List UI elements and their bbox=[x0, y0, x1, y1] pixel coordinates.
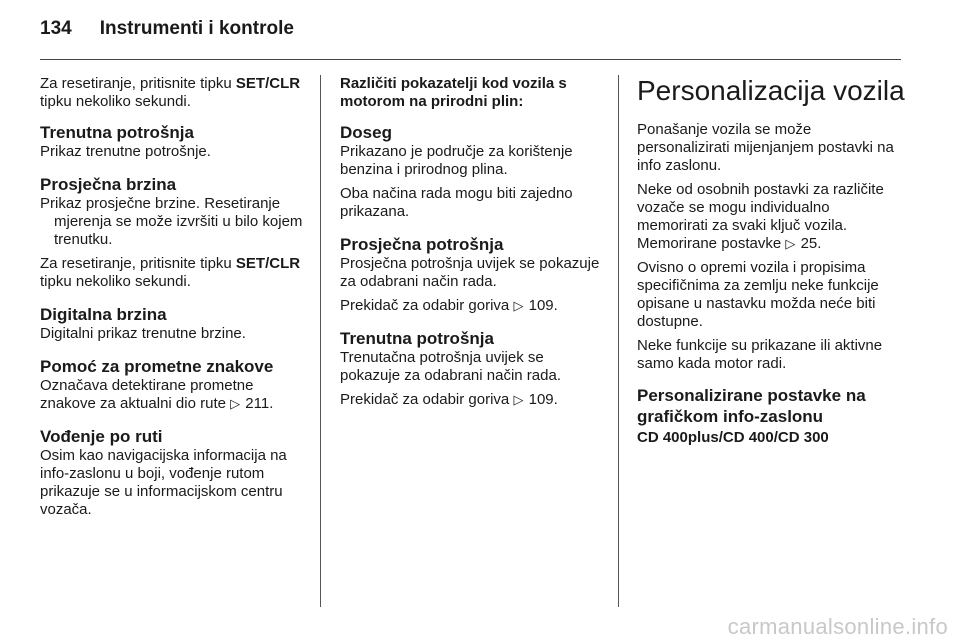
page-reference-arrow-icon: ▷ bbox=[513, 298, 524, 313]
page-number: 134 bbox=[40, 18, 72, 39]
section-title: Prosječna brzina bbox=[40, 175, 177, 194]
column-1 bbox=[40, 75, 310, 533]
column-divider-1 bbox=[320, 75, 321, 607]
reset-instruction: Za resetiranje, pritisnite tipku SET/CLR tipku nekoliko sekundi. bbox=[40, 75, 301, 110]
section-title: Personalizirane postavke na grafičkom info-zaslonu bbox=[637, 386, 866, 426]
section-reference: Prekidač za odabir goriva ▷ 109. bbox=[340, 297, 558, 314]
reset-instruction: Za resetiranje, pritisnite tipku SET/CLR tipku nekoliko sekundi. bbox=[40, 255, 301, 290]
set-clr-key: SET/CLR bbox=[235, 75, 301, 92]
chapter-title: Instrumenti i kontrole bbox=[99, 18, 294, 39]
section-current-consumption bbox=[40, 123, 310, 161]
column-3 bbox=[637, 75, 903, 461]
page-reference-arrow-icon: ▷ bbox=[230, 396, 241, 411]
section-text: Prosječna potrošnja uvijek se pokazuje za odabrani način rada. bbox=[340, 255, 600, 290]
section-text: Trenutačna potrošnja uvijek se pokazuje za odabrani način rada. bbox=[340, 349, 561, 384]
section-title: Pomoć za prometne znakove bbox=[40, 357, 274, 376]
section-traffic-sign-assistant bbox=[40, 357, 310, 413]
page-reference[interactable]: 109. bbox=[528, 297, 558, 314]
paragraph: Neke funkcije su prikazane ili aktivne samo kada motor radi. bbox=[637, 337, 883, 372]
paragraph: Ponašanje vozila se može personalizirati mijenjanjem postavki na info zaslonu. bbox=[637, 121, 894, 174]
column-2 bbox=[340, 75, 604, 423]
section-text: Prikazano je područje za korištenje benzina i prirodnog plina. bbox=[340, 143, 573, 178]
cng-intro: Različiti pokazatelji kod vozila s motorom na prirodni plin: bbox=[340, 75, 567, 110]
section-text: Prikaz prosječne brzine. Resetiranje mjerenja se može izvršiti u bilo kojem trenutku. bbox=[40, 195, 303, 248]
set-clr-key: SET/CLR bbox=[235, 255, 301, 272]
page-reference[interactable]: 211. bbox=[245, 395, 274, 412]
vehicle-personalization-title: Personalizacija vozila bbox=[637, 75, 905, 106]
column-divider-2 bbox=[618, 75, 619, 607]
page-reference[interactable]: 109. bbox=[528, 391, 558, 408]
radio-models: CD 400plus/CD 400/CD 300 bbox=[637, 429, 829, 446]
section-title: Trenutna potrošnja bbox=[340, 329, 494, 348]
section-text: Prikaz trenutne potrošnje. bbox=[40, 143, 211, 160]
section-route-guidance bbox=[40, 427, 310, 519]
section-title: Prosječna potrošnja bbox=[340, 235, 504, 254]
section-current-consumption-cng bbox=[340, 329, 604, 409]
section-title: Digitalna brzina bbox=[40, 305, 167, 324]
section-title: Doseg bbox=[340, 123, 392, 142]
header-rule bbox=[40, 59, 901, 60]
section-text: Osim kao navigacijska informacija na info-zaslonu u boji, vođenje rutom prikazuje se u informacijskom centru vozača. bbox=[40, 447, 287, 518]
watermark: carmanualsonline.info bbox=[727, 614, 948, 639]
paragraph: Neke od osobnih postavki za različite vozače se mogu individualno memorirati za svaki ključ vozila. Memorirane postavke ▷ 25. bbox=[637, 181, 884, 252]
page-header bbox=[40, 18, 294, 40]
section-text: Digitalni prikaz trenutne brzine. bbox=[40, 325, 246, 342]
section-text: Označava detektirane prometne znakove za aktualni dio rute ▷ 211. bbox=[40, 377, 274, 412]
section-average-speed bbox=[40, 175, 310, 291]
paragraph: Ovisno o opremi vozila i propisima specifičnima za zemlju neke funkcije opisane u nastavku možda neće biti dostupne. bbox=[637, 259, 879, 330]
section-title: Vođenje po ruti bbox=[40, 427, 163, 446]
section-average-consumption bbox=[340, 235, 604, 315]
section-title: Trenutna potrošnja bbox=[40, 123, 194, 142]
page-reference-arrow-icon: ▷ bbox=[513, 392, 524, 407]
page-reference[interactable]: 25. bbox=[800, 235, 822, 252]
section-range bbox=[340, 123, 604, 221]
section-text: Oba načina rada mogu biti zajedno prikazana. bbox=[340, 185, 573, 220]
page-reference-arrow-icon: ▷ bbox=[785, 236, 796, 251]
section-digital-speed bbox=[40, 305, 310, 343]
section-reference: Prekidač za odabir goriva ▷ 109. bbox=[340, 391, 558, 408]
section-personalized-settings bbox=[637, 385, 903, 447]
